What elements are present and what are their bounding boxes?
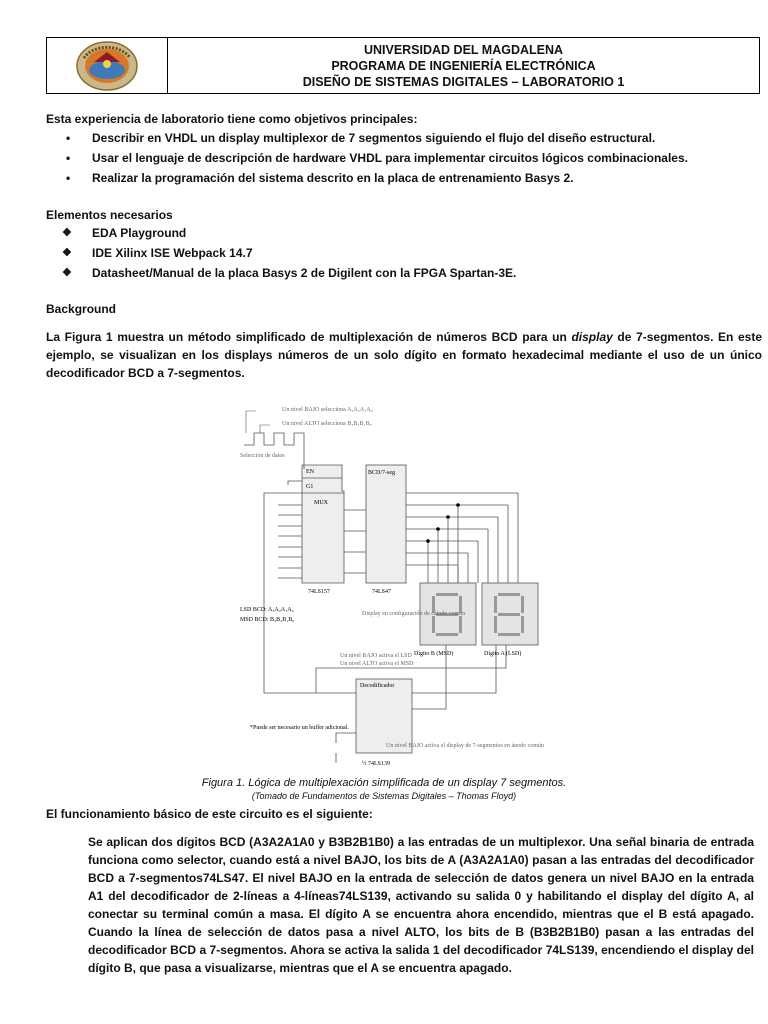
header-university: UNIVERSIDAD DEL MAGDALENA bbox=[363, 42, 564, 57]
label-bcd-chip: 74LS47 bbox=[372, 589, 392, 595]
elements-list bbox=[46, 223, 516, 283]
document-header bbox=[46, 37, 760, 94]
label-low-lsd: Un nivel BAJO activa el LSD bbox=[340, 653, 412, 659]
element-item: ❖ Datasheet/Manual de la placa Basys 2 de Digilent con la FPGA Spartan-3E. bbox=[46, 263, 516, 283]
label-high-msd: Un nivel ALTO activa el MSD bbox=[340, 661, 414, 667]
objectives-intro: Esta experiencia de laboratorio tiene como objetivos principales: bbox=[46, 112, 418, 126]
label-low-select: Un nivel BAJO selecciona A₃A₂A₁A₀ bbox=[282, 407, 373, 413]
label-buffer-note: *Puede ser necesario un buffer adicional. bbox=[250, 725, 349, 731]
objective-item: • Usar el lenguaje de descripción de hardware VHDL para implementar circuitos lógicos combinacionales. bbox=[46, 148, 688, 168]
label-decoder-chip: ½ 74LS139 bbox=[362, 761, 391, 767]
label-en: EN bbox=[306, 469, 314, 475]
label-bcd-title: BCD/7-seg bbox=[368, 470, 395, 476]
background-text-a: La Figura 1 muestra un método simplificado de multiplexación de números BCD para un bbox=[46, 330, 572, 344]
label-g1: G1 bbox=[306, 484, 314, 490]
elements-title: Elementos necesarios bbox=[46, 208, 173, 222]
label-digit-b: Dígito B (MSD) bbox=[414, 651, 454, 657]
header-titles bbox=[168, 38, 759, 93]
label-decoder-note: Un nivel BAJO activa el display de 7-segmentos en ánodo común bbox=[386, 743, 544, 749]
label-mux: MUX bbox=[314, 500, 329, 506]
figure-caption: Figura 1. Lógica de multiplexación simplificada de un display 7 segmentos. bbox=[201, 777, 567, 789]
circuit-diagram bbox=[236, 393, 544, 773]
background-text-b: de 7-segmentos. En este ejemplo, se visualizan en los displays números de un solo dígito en formato hexadecimal mediante el uso de un único decodificador BCD a 7-segmentos. bbox=[46, 330, 763, 380]
figure-source: (Tomado de Fundamentos de Sistemas Digitales – Thomas Floyd) bbox=[251, 791, 517, 801]
label-mux-chip: 74LS157 bbox=[308, 589, 331, 595]
label-display-note: Display en configuración de cátodo común bbox=[362, 611, 466, 617]
header-program: PROGRAMA DE INGENIERÍA ELECTRÓNICA bbox=[331, 58, 596, 73]
multiplexing-diagram bbox=[236, 393, 544, 773]
objectives-list bbox=[46, 128, 688, 188]
university-logo bbox=[47, 38, 168, 93]
background-title: Background bbox=[46, 302, 117, 316]
label-digit-a: Dígito A (LSD) bbox=[484, 651, 522, 657]
label-decoder: Decodificador bbox=[360, 683, 395, 689]
objective-item: • Realizar la programación del sistema descrito en la placa de entrenamiento Basys 2. bbox=[46, 168, 688, 188]
objective-item: • Describir en VHDL un display multiplexor de 7 segmentos siguiendo el flujo del diseño estructural. bbox=[46, 128, 688, 148]
background-paragraph bbox=[46, 328, 762, 382]
element-item: ❖ IDE Xilinx ISE Webpack 14.7 bbox=[46, 243, 516, 263]
label-msd-bcd: MSD BCD: B₃B₂B₁B₀ bbox=[240, 617, 295, 623]
label-data-select: Selección de datos bbox=[240, 453, 285, 459]
label-lsd-bcd: LSD BCD: A₃A₂A₁A₀ bbox=[240, 607, 294, 613]
operation-explanation: Se aplican dos dígitos BCD (A3A2A1A0 y B3B2B1B0) a las entradas de un multiplexor. Una señal binaria de entrada funciona como selector, cuando está a nivel BAJO, los bits de A (A3A2A1A0) pasan a las entradas del decodificador BCD a 7-segmentos74LS47. El nivel BAJO en la entrada de selección de datos genera un nivel BAJO en la entrada A1 del decodificador de 2-líneas a 4-líneas74LS139, activando su salida 0 y habilitando el display del dígito A, al conectar su terminal común a masa. El dígito A se encuentra ahora encendido, mientras que el B está apagado. Cuando la línea de selección de datos pasa a nivel ALTO, los bits de B (B3B2B1B0) pasan a las entradas del decodificador BCD a 7-segmentos. Ahora se activa la salida 1 del decodificador 74LS139, encendiendo el display del dígito B, que pasa a visualizarse, mientras que el A se encuentra apagado. bbox=[88, 835, 754, 975]
label-high-select: Un nivel ALTO selecciona B₃B₂B₁B₀ bbox=[282, 421, 372, 427]
background-text-em: display bbox=[571, 330, 613, 344]
operation-intro: El funcionamiento básico de este circuito es el siguiente: bbox=[46, 807, 373, 821]
header-course: DISEÑO DE SISTEMAS DIGITALES – LABORATORIO 1 bbox=[302, 74, 625, 89]
university-seal-icon bbox=[72, 40, 142, 92]
element-item: ❖ EDA Playground bbox=[46, 223, 516, 243]
